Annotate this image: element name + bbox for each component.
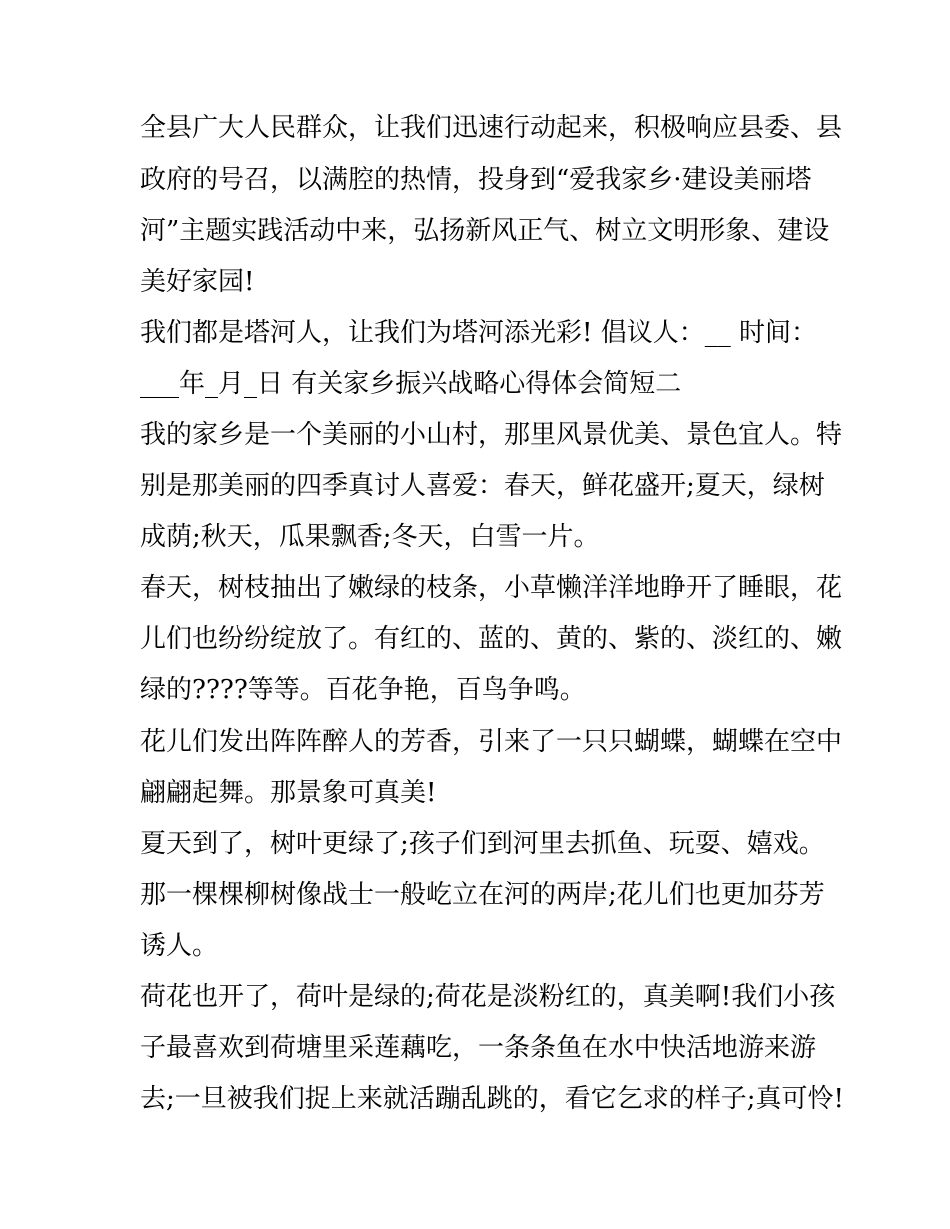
text-line: 荷花也开了，荷叶是绿的;荷花是淡粉红的，真美啊!我们小孩 — [140, 982, 836, 1012]
text-line: 那一棵棵柳树像战士一般屹立在河的两岸;花儿们也更加芬芳 — [140, 880, 825, 910]
text-line: 花儿们发出阵阵醉人的芳香，引来了一只只蝴蝶，蝴蝶在空中 — [140, 727, 843, 757]
text-line: 去;一旦被我们捉上来就活蹦乱跳的，看它乞求的样子;真可怜! — [140, 1084, 844, 1114]
text-line: 全县广大人民群众，让我们迅速行动起来，积极响应县委、县 — [140, 113, 843, 143]
text-line: 春天，树枝抽出了嫩绿的枝条，小草懒洋洋地睁开了睡眼，花 — [140, 573, 843, 603]
text-line: 诱人。 — [140, 931, 219, 961]
text-line: 成荫;秋天，瓜果飘香;冬天，白雪一片。 — [140, 522, 600, 552]
text-line: 我的家乡是一个美丽的小山村，那里风景优美、景色宜人。特 — [140, 420, 843, 450]
text-line: 美好家园! — [140, 267, 255, 297]
text-line: 夏天到了，树叶更绿了;孩子们到河里去抓鱼、玩耍、嬉戏。 — [140, 829, 825, 859]
text-line: 翩翩起舞。那景象可真美! — [140, 778, 437, 808]
text-line: 别是那美丽的四季真讨人喜爱：春天，鲜花盛开;夏天，绿树 — [140, 471, 825, 501]
section-heading-line: ___年_月_日 有关家乡振兴战略心得体会简短二 — [140, 369, 682, 399]
text-line: 我们都是塔河人，让我们为塔河添光彩! 倡议人：__ 时间： — [140, 318, 817, 348]
text-line: 绿的????等等。百花争艳，百鸟争鸣。 — [140, 675, 586, 705]
text-line: 河”主题实践活动中来，弘扬新风正气、树立文明形象、建设 — [140, 216, 830, 246]
text-line: 儿们也纷纷绽放了。有红的、蓝的、黄的、紫的、淡红的、嫩 — [140, 624, 843, 654]
text-line: 子最喜欢到荷塘里采莲藕吃，一条条鱼在水中快活地游来游 — [140, 1033, 817, 1063]
text-line: 政府的号召，以满腔的热情，投身到“爱我家乡·建设美丽塔 — [140, 165, 812, 195]
